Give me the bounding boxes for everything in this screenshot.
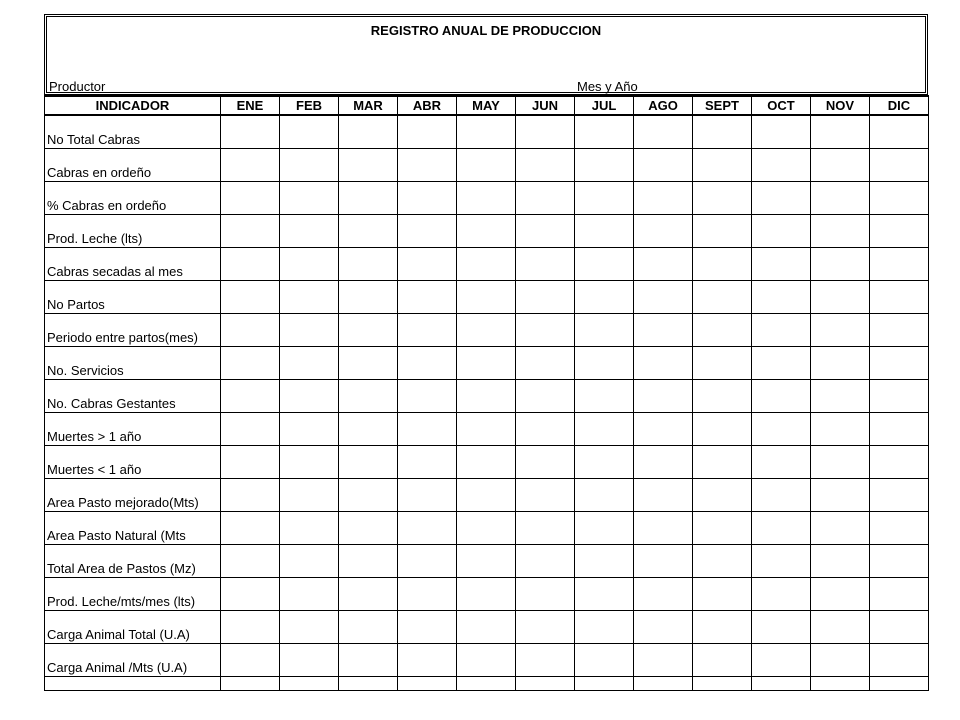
- month-header-dic: DIC: [870, 96, 929, 115]
- indicator-label: No. Servicios: [45, 347, 221, 380]
- table-row: [45, 611, 929, 644]
- indicator-header: INDICADOR: [45, 96, 221, 115]
- month-header-ene: ENE: [221, 96, 280, 115]
- month-cell-ene: [221, 545, 280, 578]
- month-cell-nov: [811, 215, 870, 248]
- table-row: [45, 479, 929, 512]
- empty-cell: [339, 677, 398, 691]
- month-cell-abr: [398, 644, 457, 677]
- month-cell-dic: [870, 281, 929, 314]
- month-cell-jul: [575, 248, 634, 281]
- month-cell-ago: [634, 347, 693, 380]
- month-header-jul: JUL: [575, 96, 634, 115]
- empty-cell: [693, 677, 752, 691]
- month-cell-jun: [516, 215, 575, 248]
- month-cell-ago: [634, 314, 693, 347]
- month-cell-ene: [221, 215, 280, 248]
- month-cell-feb: [280, 314, 339, 347]
- month-cell-feb: [280, 248, 339, 281]
- month-cell-may: [457, 281, 516, 314]
- month-cell-ago: [634, 611, 693, 644]
- month-cell-ago: [634, 479, 693, 512]
- month-cell-ago: [634, 115, 693, 149]
- table-row: [45, 446, 929, 479]
- month-cell-jun: [516, 314, 575, 347]
- indicator-label: Carga Animal /Mts (U.A): [45, 644, 221, 677]
- month-cell-jul: [575, 347, 634, 380]
- month-header-nov: NOV: [811, 96, 870, 115]
- month-cell-mar: [339, 314, 398, 347]
- month-cell-abr: [398, 149, 457, 182]
- month-cell-oct: [752, 611, 811, 644]
- month-cell-nov: [811, 115, 870, 149]
- month-cell-dic: [870, 314, 929, 347]
- table-row: [45, 115, 929, 149]
- month-cell-ene: [221, 644, 280, 677]
- month-cell-mar: [339, 578, 398, 611]
- month-cell-sept: [693, 149, 752, 182]
- month-cell-dic: [870, 380, 929, 413]
- month-cell-feb: [280, 281, 339, 314]
- month-cell-nov: [811, 512, 870, 545]
- month-cell-jun: [516, 115, 575, 149]
- month-cell-nov: [811, 413, 870, 446]
- month-cell-ago: [634, 281, 693, 314]
- empty-cell: [280, 677, 339, 691]
- month-cell-mar: [339, 281, 398, 314]
- month-cell-jul: [575, 149, 634, 182]
- indicator-label: Prod. Leche (lts): [45, 215, 221, 248]
- month-cell-dic: [870, 512, 929, 545]
- month-cell-mar: [339, 248, 398, 281]
- indicator-label: Area Pasto mejorado(Mts): [45, 479, 221, 512]
- month-cell-feb: [280, 512, 339, 545]
- month-cell-feb: [280, 215, 339, 248]
- month-header-oct: OCT: [752, 96, 811, 115]
- month-cell-abr: [398, 115, 457, 149]
- month-cell-nov: [811, 314, 870, 347]
- month-cell-mar: [339, 115, 398, 149]
- table-row: [45, 545, 929, 578]
- month-cell-mar: [339, 215, 398, 248]
- month-cell-feb: [280, 149, 339, 182]
- empty-cell: [221, 677, 280, 691]
- month-cell-sept: [693, 413, 752, 446]
- month-cell-jul: [575, 314, 634, 347]
- month-cell-sept: [693, 314, 752, 347]
- month-cell-ene: [221, 281, 280, 314]
- month-cell-abr: [398, 248, 457, 281]
- month-cell-mar: [339, 512, 398, 545]
- month-cell-ago: [634, 248, 693, 281]
- month-cell-nov: [811, 182, 870, 215]
- month-cell-feb: [280, 545, 339, 578]
- month-cell-dic: [870, 479, 929, 512]
- empty-cell: [575, 677, 634, 691]
- month-cell-ago: [634, 644, 693, 677]
- month-cell-abr: [398, 545, 457, 578]
- indicator-label: No Total Cabras: [45, 115, 221, 149]
- month-cell-ene: [221, 512, 280, 545]
- month-cell-may: [457, 446, 516, 479]
- table-body: [45, 115, 929, 691]
- month-cell-may: [457, 149, 516, 182]
- month-cell-abr: [398, 347, 457, 380]
- month-cell-oct: [752, 380, 811, 413]
- table-row: [45, 314, 929, 347]
- month-cell-may: [457, 512, 516, 545]
- month-cell-feb: [280, 611, 339, 644]
- month-cell-may: [457, 115, 516, 149]
- month-cell-nov: [811, 347, 870, 380]
- indicator-label: No Partos: [45, 281, 221, 314]
- month-cell-dic: [870, 347, 929, 380]
- month-cell-nov: [811, 611, 870, 644]
- indicator-label: Muertes < 1 año: [45, 446, 221, 479]
- month-cell-oct: [752, 281, 811, 314]
- month-cell-nov: [811, 479, 870, 512]
- month-cell-mar: [339, 611, 398, 644]
- month-header-jun: JUN: [516, 96, 575, 115]
- table-row: [45, 149, 929, 182]
- month-cell-sept: [693, 611, 752, 644]
- month-cell-sept: [693, 446, 752, 479]
- month-cell-oct: [752, 479, 811, 512]
- month-cell-abr: [398, 578, 457, 611]
- month-cell-sept: [693, 182, 752, 215]
- month-header-mar: MAR: [339, 96, 398, 115]
- month-cell-dic: [870, 446, 929, 479]
- empty-cell: [457, 677, 516, 691]
- month-cell-oct: [752, 446, 811, 479]
- month-cell-jun: [516, 578, 575, 611]
- month-cell-ene: [221, 314, 280, 347]
- table-row: [45, 182, 929, 215]
- month-cell-mar: [339, 644, 398, 677]
- month-cell-may: [457, 215, 516, 248]
- month-cell-ene: [221, 149, 280, 182]
- month-cell-ago: [634, 149, 693, 182]
- sheet-title: REGISTRO ANUAL DE PRODUCCION: [370, 23, 602, 38]
- sheet-header: [44, 14, 928, 95]
- month-cell-oct: [752, 182, 811, 215]
- month-cell-dic: [870, 644, 929, 677]
- month-cell-jul: [575, 215, 634, 248]
- month-cell-sept: [693, 248, 752, 281]
- month-cell-may: [457, 347, 516, 380]
- month-header-may: MAY: [457, 96, 516, 115]
- month-cell-abr: [398, 182, 457, 215]
- empty-cell: [398, 677, 457, 691]
- month-cell-dic: [870, 545, 929, 578]
- month-cell-nov: [811, 248, 870, 281]
- month-cell-ago: [634, 512, 693, 545]
- month-cell-may: [457, 644, 516, 677]
- month-cell-sept: [693, 380, 752, 413]
- month-cell-oct: [752, 314, 811, 347]
- month-cell-sept: [693, 281, 752, 314]
- month-cell-jul: [575, 446, 634, 479]
- table-row: [45, 281, 929, 314]
- month-cell-jun: [516, 149, 575, 182]
- month-cell-jul: [575, 380, 634, 413]
- month-cell-may: [457, 479, 516, 512]
- month-cell-may: [457, 611, 516, 644]
- month-cell-ene: [221, 611, 280, 644]
- month-cell-dic: [870, 182, 929, 215]
- month-cell-feb: [280, 380, 339, 413]
- table-row: [45, 578, 929, 611]
- producer-label: Productor: [49, 79, 106, 94]
- empty-cell: [45, 677, 221, 691]
- month-cell-sept: [693, 644, 752, 677]
- month-cell-ene: [221, 479, 280, 512]
- month-cell-ago: [634, 380, 693, 413]
- month-cell-dic: [870, 578, 929, 611]
- month-cell-abr: [398, 479, 457, 512]
- month-cell-oct: [752, 545, 811, 578]
- month-year-label: Mes y Año: [577, 79, 638, 94]
- month-cell-feb: [280, 115, 339, 149]
- indicator-label: Total Area de Pastos (Mz): [45, 545, 221, 578]
- month-cell-jul: [575, 479, 634, 512]
- month-cell-nov: [811, 149, 870, 182]
- month-cell-nov: [811, 380, 870, 413]
- month-cell-sept: [693, 512, 752, 545]
- table-header-row: [45, 96, 929, 115]
- indicator-label: Cabras en ordeño: [45, 149, 221, 182]
- month-cell-nov: [811, 644, 870, 677]
- month-cell-may: [457, 578, 516, 611]
- month-cell-dic: [870, 149, 929, 182]
- month-cell-abr: [398, 446, 457, 479]
- month-cell-sept: [693, 578, 752, 611]
- month-cell-mar: [339, 347, 398, 380]
- month-cell-ene: [221, 248, 280, 281]
- month-cell-abr: [398, 512, 457, 545]
- month-cell-jul: [575, 545, 634, 578]
- table-row: [45, 347, 929, 380]
- production-table: [44, 95, 929, 691]
- empty-row: [45, 677, 929, 691]
- month-cell-abr: [398, 215, 457, 248]
- month-cell-ene: [221, 578, 280, 611]
- indicator-label: Area Pasto Natural (Mts: [45, 512, 221, 545]
- month-cell-ago: [634, 446, 693, 479]
- indicator-label: % Cabras en ordeño: [45, 182, 221, 215]
- month-cell-dic: [870, 413, 929, 446]
- table-row: [45, 248, 929, 281]
- month-cell-jul: [575, 512, 634, 545]
- month-cell-mar: [339, 545, 398, 578]
- indicator-label: No. Cabras Gestantes: [45, 380, 221, 413]
- month-cell-oct: [752, 512, 811, 545]
- empty-cell: [870, 677, 929, 691]
- month-cell-jun: [516, 182, 575, 215]
- month-cell-sept: [693, 115, 752, 149]
- month-cell-sept: [693, 215, 752, 248]
- month-cell-feb: [280, 347, 339, 380]
- empty-cell: [634, 677, 693, 691]
- month-cell-mar: [339, 149, 398, 182]
- month-cell-ago: [634, 413, 693, 446]
- month-cell-abr: [398, 413, 457, 446]
- month-cell-mar: [339, 446, 398, 479]
- empty-cell: [811, 677, 870, 691]
- table-row: [45, 215, 929, 248]
- month-cell-ene: [221, 413, 280, 446]
- month-cell-nov: [811, 545, 870, 578]
- month-header-ago: AGO: [634, 96, 693, 115]
- month-cell-oct: [752, 644, 811, 677]
- month-cell-jun: [516, 512, 575, 545]
- month-header-sept: SEPT: [693, 96, 752, 115]
- empty-cell: [752, 677, 811, 691]
- month-cell-oct: [752, 347, 811, 380]
- month-cell-may: [457, 413, 516, 446]
- month-cell-feb: [280, 182, 339, 215]
- month-cell-jun: [516, 479, 575, 512]
- table-row: [45, 644, 929, 677]
- month-header-abr: ABR: [398, 96, 457, 115]
- month-cell-feb: [280, 479, 339, 512]
- month-cell-jun: [516, 611, 575, 644]
- month-cell-ene: [221, 347, 280, 380]
- month-cell-may: [457, 314, 516, 347]
- month-cell-sept: [693, 479, 752, 512]
- month-cell-nov: [811, 281, 870, 314]
- month-cell-mar: [339, 413, 398, 446]
- month-cell-jul: [575, 182, 634, 215]
- month-cell-oct: [752, 215, 811, 248]
- month-cell-may: [457, 380, 516, 413]
- production-sheet: [44, 14, 928, 691]
- month-cell-abr: [398, 611, 457, 644]
- month-cell-jul: [575, 644, 634, 677]
- month-cell-sept: [693, 347, 752, 380]
- table-row: [45, 413, 929, 446]
- month-cell-nov: [811, 446, 870, 479]
- indicator-label: Prod. Leche/mts/mes (lts): [45, 578, 221, 611]
- month-cell-jul: [575, 115, 634, 149]
- indicator-label: Muertes > 1 año: [45, 413, 221, 446]
- month-cell-ago: [634, 215, 693, 248]
- indicator-label: Periodo entre partos(mes): [45, 314, 221, 347]
- month-cell-jun: [516, 545, 575, 578]
- month-cell-jun: [516, 380, 575, 413]
- month-cell-jul: [575, 413, 634, 446]
- month-cell-jul: [575, 281, 634, 314]
- month-cell-abr: [398, 314, 457, 347]
- month-cell-feb: [280, 413, 339, 446]
- table-row: [45, 380, 929, 413]
- month-cell-sept: [693, 545, 752, 578]
- month-cell-may: [457, 182, 516, 215]
- month-cell-ago: [634, 545, 693, 578]
- month-cell-feb: [280, 446, 339, 479]
- month-cell-abr: [398, 380, 457, 413]
- indicator-label: Cabras secadas al mes: [45, 248, 221, 281]
- month-cell-ene: [221, 380, 280, 413]
- month-cell-jun: [516, 413, 575, 446]
- month-cell-jun: [516, 347, 575, 380]
- month-cell-jun: [516, 248, 575, 281]
- month-cell-feb: [280, 644, 339, 677]
- month-cell-jun: [516, 446, 575, 479]
- month-cell-oct: [752, 578, 811, 611]
- month-cell-ago: [634, 578, 693, 611]
- month-cell-jun: [516, 281, 575, 314]
- month-cell-may: [457, 248, 516, 281]
- month-cell-dic: [870, 248, 929, 281]
- month-cell-jul: [575, 578, 634, 611]
- month-cell-oct: [752, 149, 811, 182]
- month-cell-abr: [398, 281, 457, 314]
- month-cell-ene: [221, 115, 280, 149]
- month-cell-dic: [870, 215, 929, 248]
- month-cell-ene: [221, 182, 280, 215]
- month-cell-dic: [870, 611, 929, 644]
- empty-cell: [516, 677, 575, 691]
- month-header-feb: FEB: [280, 96, 339, 115]
- month-cell-oct: [752, 413, 811, 446]
- month-cell-mar: [339, 479, 398, 512]
- month-cell-nov: [811, 578, 870, 611]
- month-cell-mar: [339, 380, 398, 413]
- month-cell-may: [457, 545, 516, 578]
- month-cell-ene: [221, 446, 280, 479]
- month-cell-jun: [516, 644, 575, 677]
- month-cell-jul: [575, 611, 634, 644]
- month-cell-oct: [752, 115, 811, 149]
- month-cell-feb: [280, 578, 339, 611]
- indicator-label: Carga Animal Total (U.A): [45, 611, 221, 644]
- month-cell-dic: [870, 115, 929, 149]
- month-cell-mar: [339, 182, 398, 215]
- table-row: [45, 512, 929, 545]
- month-cell-oct: [752, 248, 811, 281]
- month-cell-ago: [634, 182, 693, 215]
